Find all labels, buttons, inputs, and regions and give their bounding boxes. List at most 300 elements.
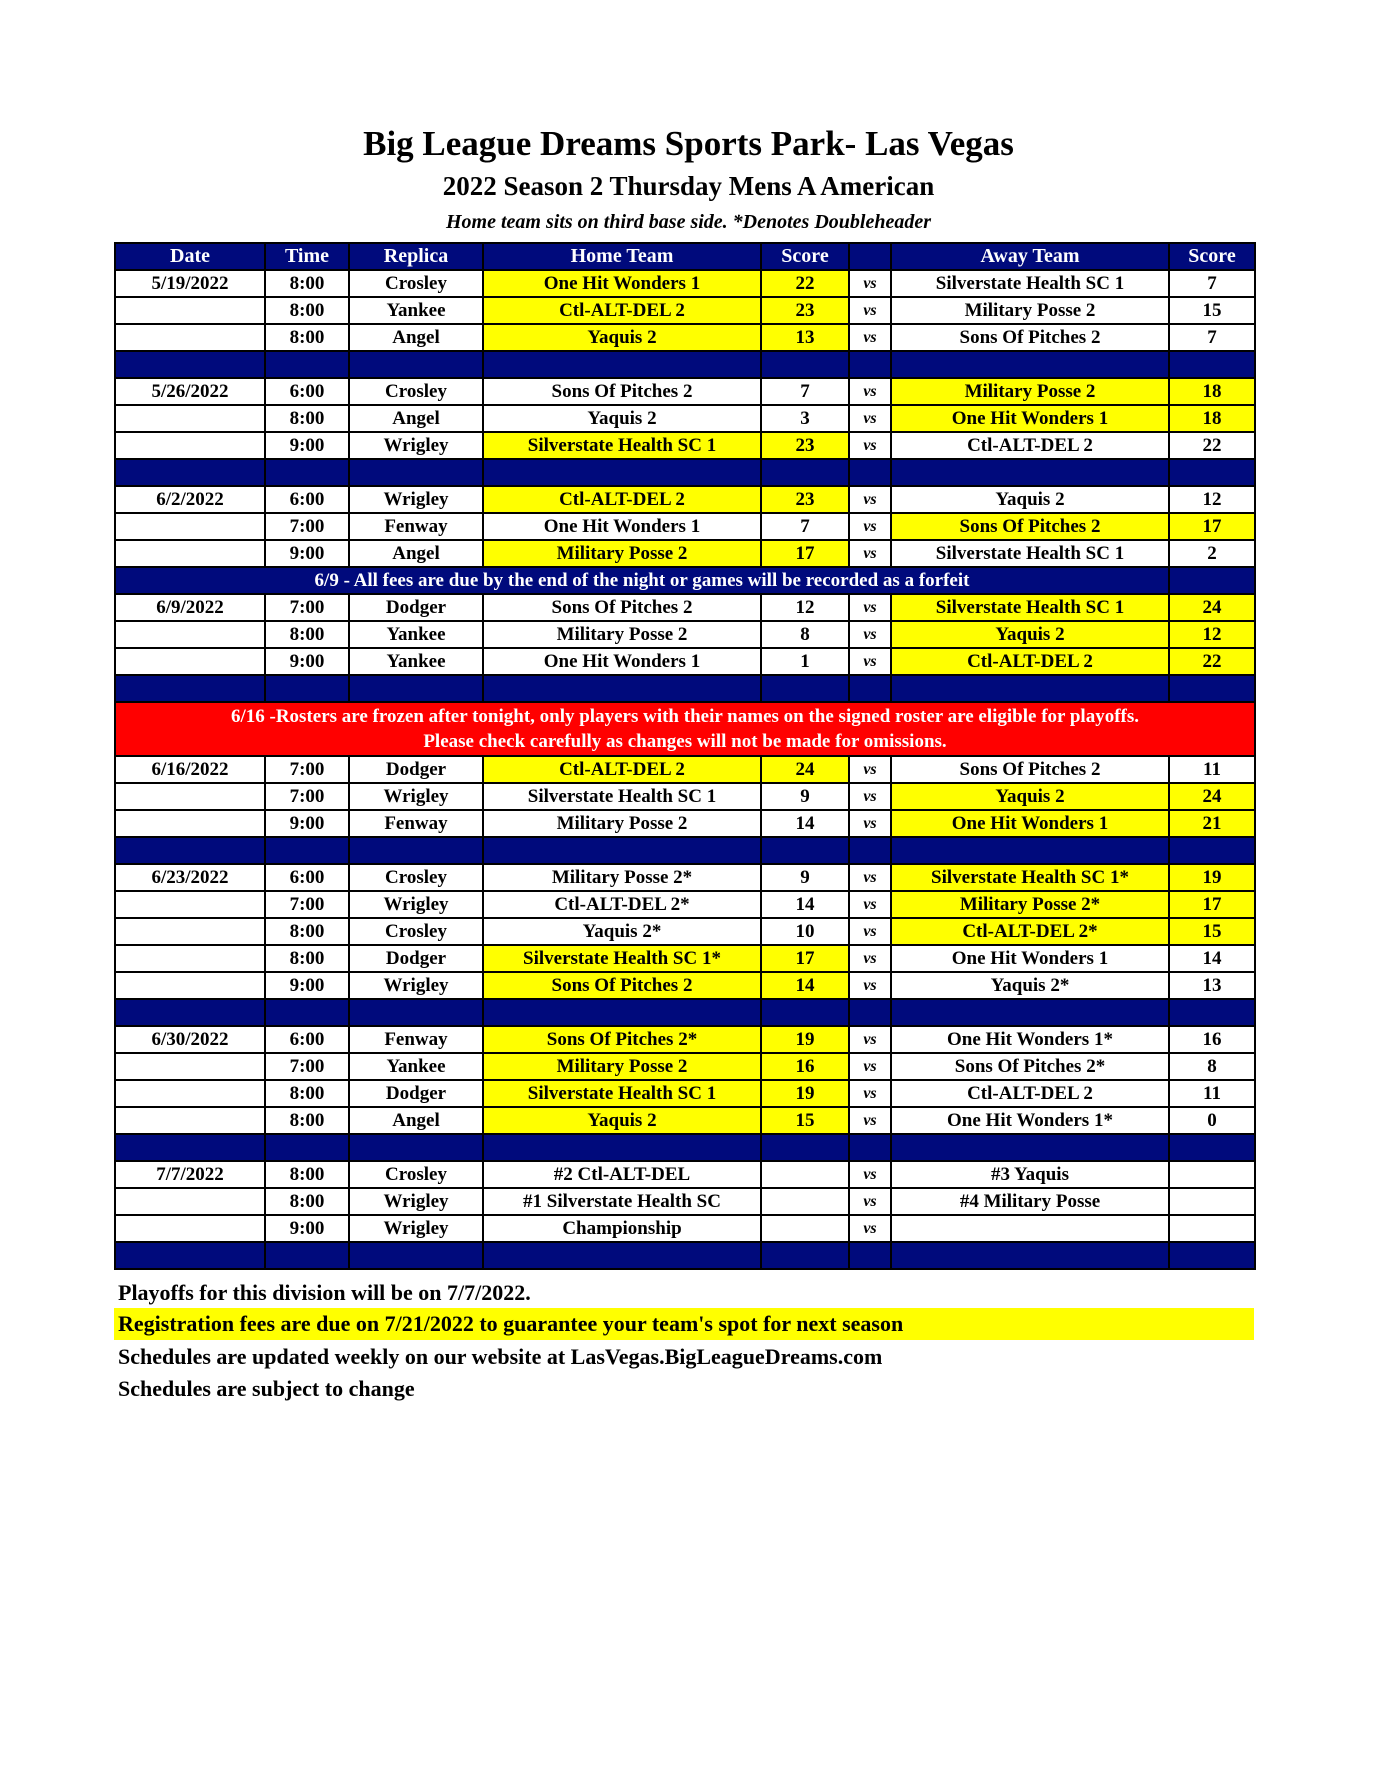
away-team: #3 Yaquis [891, 1161, 1169, 1188]
game-replica: Dodger [349, 945, 483, 972]
away-team: Yaquis 2* [891, 972, 1169, 999]
game-replica: Yankee [349, 648, 483, 675]
away-score [1169, 1161, 1255, 1188]
home-score: 15 [761, 1107, 849, 1134]
away-team: Ctl-ALT-DEL 2* [891, 918, 1169, 945]
game-row [115, 1026, 1255, 1053]
game-row [115, 1107, 1255, 1134]
spacer-cell [265, 675, 349, 702]
home-team: Yaquis 2 [483, 324, 761, 351]
col-replica: Replica [349, 243, 483, 270]
spacer-cell [483, 459, 761, 486]
game-row [115, 918, 1255, 945]
game-date [115, 783, 265, 810]
spacer-cell [483, 1134, 761, 1161]
away-team: Silverstate Health SC 1* [891, 864, 1169, 891]
game-date: 6/23/2022 [115, 864, 265, 891]
game-time: 6:00 [265, 486, 349, 513]
game-time: 8:00 [265, 270, 349, 297]
vs-label: vs [849, 540, 891, 567]
spacer-cell [115, 1242, 265, 1269]
spacer-cell [349, 1242, 483, 1269]
game-date [115, 1188, 265, 1215]
spacer-cell [761, 675, 849, 702]
game-replica: Dodger [349, 1080, 483, 1107]
away-team: Silverstate Health SC 1 [891, 270, 1169, 297]
game-replica: Wrigley [349, 783, 483, 810]
home-score: 7 [761, 378, 849, 405]
away-team [891, 1215, 1169, 1242]
game-row [115, 405, 1255, 432]
away-team: Silverstate Health SC 1 [891, 594, 1169, 621]
col-home-score: Score [761, 243, 849, 270]
spacer-row [115, 999, 1255, 1026]
game-date [115, 945, 265, 972]
game-time: 8:00 [265, 945, 349, 972]
home-score [761, 1215, 849, 1242]
home-team: Military Posse 2 [483, 621, 761, 648]
spacer-row [115, 1134, 1255, 1161]
game-replica: Angel [349, 405, 483, 432]
game-time: 7:00 [265, 756, 349, 783]
col-time: Time [265, 243, 349, 270]
away-score: 18 [1169, 405, 1255, 432]
vs-label: vs [849, 1053, 891, 1080]
home-score: 7 [761, 513, 849, 540]
spacer-cell [115, 1134, 265, 1161]
game-date [115, 1215, 265, 1242]
spacer-cell [483, 837, 761, 864]
home-team: Ctl-ALT-DEL 2 [483, 486, 761, 513]
page-title: Big League Dreams Sports Park- Las Vegas [363, 124, 1014, 163]
home-score: 14 [761, 810, 849, 837]
away-score: 19 [1169, 864, 1255, 891]
spacer-cell [1169, 351, 1255, 378]
game-replica: Yankee [349, 297, 483, 324]
spacer-cell [349, 1134, 483, 1161]
game-replica: Crosley [349, 270, 483, 297]
game-time: 9:00 [265, 540, 349, 567]
game-replica: Dodger [349, 594, 483, 621]
alert-line1: 6/16 -Rosters are frozen after tonight, only players with their names on the signed roster are eligible for playoffs. [230, 706, 1140, 727]
spacer-cell [849, 999, 891, 1026]
home-score: 3 [761, 405, 849, 432]
game-time: 7:00 [265, 1053, 349, 1080]
vs-label: vs [849, 1107, 891, 1134]
vs-label: vs [849, 297, 891, 324]
home-team: Championship [483, 1215, 761, 1242]
game-date [115, 405, 265, 432]
away-team: Military Posse 2* [891, 891, 1169, 918]
game-replica: Crosley [349, 918, 483, 945]
game-date: 5/19/2022 [115, 270, 265, 297]
game-row [115, 486, 1255, 513]
vs-label: vs [849, 1080, 891, 1107]
away-score: 21 [1169, 810, 1255, 837]
vs-label: vs [849, 432, 891, 459]
away-team: Sons Of Pitches 2 [891, 324, 1169, 351]
spacer-cell [891, 351, 1169, 378]
game-replica: Dodger [349, 756, 483, 783]
spacer-cell [891, 459, 1169, 486]
away-score: 14 [1169, 945, 1255, 972]
game-row [115, 432, 1255, 459]
roster-alert-row [115, 702, 1255, 756]
notice-text: 6/9 - All fees are due by the end of the night or games will be recorded as a forfeit [115, 567, 1169, 594]
spacer-cell [891, 837, 1169, 864]
game-time: 8:00 [265, 621, 349, 648]
spacer-cell [1169, 1134, 1255, 1161]
game-time: 7:00 [265, 594, 349, 621]
roster-alert [115, 702, 1255, 756]
away-team: One Hit Wonders 1 [891, 945, 1169, 972]
away-score: 11 [1169, 1080, 1255, 1107]
game-time: 6:00 [265, 378, 349, 405]
spacer-row [115, 1242, 1255, 1269]
game-replica: Wrigley [349, 972, 483, 999]
home-score: 23 [761, 297, 849, 324]
spacer-cell [349, 999, 483, 1026]
away-team: Sons Of Pitches 2 [891, 756, 1169, 783]
game-row [115, 1188, 1255, 1215]
home-score: 17 [761, 945, 849, 972]
game-replica: Crosley [349, 864, 483, 891]
home-score: 13 [761, 324, 849, 351]
schedule-body [115, 270, 1255, 1269]
home-score: 14 [761, 891, 849, 918]
game-date: 6/9/2022 [115, 594, 265, 621]
game-date [115, 621, 265, 648]
spacer-cell [1169, 837, 1255, 864]
game-row [115, 891, 1255, 918]
game-date [115, 432, 265, 459]
registration-note [114, 1308, 1254, 1340]
game-replica: Fenway [349, 513, 483, 540]
registration-text: Registration fees are due on 7/21/2022 to guarantee your team's spot for next season [118, 1311, 904, 1336]
home-team: Silverstate Health SC 1 [483, 432, 761, 459]
away-team: Military Posse 2 [891, 378, 1169, 405]
away-score: 8 [1169, 1053, 1255, 1080]
away-score: 7 [1169, 324, 1255, 351]
away-team: One Hit Wonders 1* [891, 1026, 1169, 1053]
game-date [115, 891, 265, 918]
spacer-cell [265, 459, 349, 486]
vs-label: vs [849, 405, 891, 432]
vs-label: vs [849, 486, 891, 513]
home-team: Yaquis 2 [483, 405, 761, 432]
spacer-cell [115, 837, 265, 864]
home-score: 24 [761, 756, 849, 783]
away-score [1169, 1188, 1255, 1215]
game-time: 8:00 [265, 1080, 349, 1107]
home-team: Ctl-ALT-DEL 2* [483, 891, 761, 918]
change-note: Schedules are subject to change [118, 1376, 415, 1401]
game-time: 9:00 [265, 972, 349, 999]
game-row [115, 1161, 1255, 1188]
home-team: Military Posse 2 [483, 810, 761, 837]
away-score: 13 [1169, 972, 1255, 999]
away-team: Sons Of Pitches 2 [891, 513, 1169, 540]
away-team: Yaquis 2 [891, 486, 1169, 513]
game-date: 5/26/2022 [115, 378, 265, 405]
home-score: 1 [761, 648, 849, 675]
game-row [115, 756, 1255, 783]
spacer-cell [483, 1242, 761, 1269]
vs-label: vs [849, 756, 891, 783]
spacer-cell [483, 351, 761, 378]
game-replica: Angel [349, 324, 483, 351]
away-team: One Hit Wonders 1* [891, 1107, 1169, 1134]
vs-label: vs [849, 945, 891, 972]
home-team: Sons Of Pitches 2 [483, 594, 761, 621]
game-date [115, 1080, 265, 1107]
home-score: 22 [761, 270, 849, 297]
game-row [115, 513, 1255, 540]
home-team: Ctl-ALT-DEL 2 [483, 297, 761, 324]
game-date [115, 972, 265, 999]
game-replica: Wrigley [349, 486, 483, 513]
home-team: Military Posse 2* [483, 864, 761, 891]
spacer-cell [115, 459, 265, 486]
away-team: Ctl-ALT-DEL 2 [891, 432, 1169, 459]
away-score: 17 [1169, 891, 1255, 918]
away-score: 17 [1169, 513, 1255, 540]
home-team: Military Posse 2 [483, 540, 761, 567]
home-score: 12 [761, 594, 849, 621]
game-row [115, 378, 1255, 405]
spacer-cell [849, 1242, 891, 1269]
game-time: 7:00 [265, 513, 349, 540]
spacer-row [115, 459, 1255, 486]
game-replica: Angel [349, 1107, 483, 1134]
spacer-cell [849, 459, 891, 486]
away-score: 18 [1169, 378, 1255, 405]
home-score: 23 [761, 486, 849, 513]
away-score: 15 [1169, 297, 1255, 324]
home-score: 16 [761, 1053, 849, 1080]
home-team: Military Posse 2 [483, 1053, 761, 1080]
vs-label: vs [849, 270, 891, 297]
game-row [115, 324, 1255, 351]
home-score: 17 [761, 540, 849, 567]
away-team: Silverstate Health SC 1 [891, 540, 1169, 567]
home-team: #2 Ctl-ALT-DEL [483, 1161, 761, 1188]
game-time: 8:00 [265, 297, 349, 324]
spacer-cell [761, 351, 849, 378]
game-row [115, 972, 1255, 999]
game-row [115, 1053, 1255, 1080]
game-date: 7/7/2022 [115, 1161, 265, 1188]
away-team: Ctl-ALT-DEL 2 [891, 1080, 1169, 1107]
home-score [761, 1161, 849, 1188]
spacer-cell [1169, 459, 1255, 486]
home-score: 23 [761, 432, 849, 459]
vs-label: vs [849, 648, 891, 675]
home-team: Sons Of Pitches 2* [483, 1026, 761, 1053]
spacer-cell [891, 675, 1169, 702]
home-score: 14 [761, 972, 849, 999]
game-time: 9:00 [265, 1215, 349, 1242]
vs-label: vs [849, 972, 891, 999]
game-row [115, 621, 1255, 648]
spacer-cell [115, 351, 265, 378]
game-time: 8:00 [265, 918, 349, 945]
away-score: 0 [1169, 1107, 1255, 1134]
home-team: Ctl-ALT-DEL 2 [483, 756, 761, 783]
game-time: 7:00 [265, 783, 349, 810]
away-team: Sons Of Pitches 2* [891, 1053, 1169, 1080]
game-time: 7:00 [265, 891, 349, 918]
game-time: 8:00 [265, 405, 349, 432]
spacer-cell [265, 999, 349, 1026]
game-row [115, 1080, 1255, 1107]
away-team: One Hit Wonders 1 [891, 810, 1169, 837]
spacer-cell [1169, 1242, 1255, 1269]
vs-label: vs [849, 918, 891, 945]
game-date: 6/2/2022 [115, 486, 265, 513]
away-team: Military Posse 2 [891, 297, 1169, 324]
spacer-cell [891, 999, 1169, 1026]
game-replica: Fenway [349, 810, 483, 837]
game-time: 8:00 [265, 1107, 349, 1134]
vs-label: vs [849, 864, 891, 891]
spacer-cell [265, 351, 349, 378]
spacer-cell [761, 1242, 849, 1269]
home-team: Sons Of Pitches 2 [483, 972, 761, 999]
home-team: Yaquis 2* [483, 918, 761, 945]
game-replica: Yankee [349, 621, 483, 648]
vs-label: vs [849, 1215, 891, 1242]
game-date: 6/30/2022 [115, 1026, 265, 1053]
game-time: 8:00 [265, 324, 349, 351]
spacer-cell [115, 675, 265, 702]
away-score [1169, 1215, 1255, 1242]
game-time: 6:00 [265, 864, 349, 891]
game-replica: Wrigley [349, 432, 483, 459]
spacer-cell [483, 675, 761, 702]
away-score: 24 [1169, 783, 1255, 810]
spacer-cell [349, 351, 483, 378]
game-row [115, 1215, 1255, 1242]
col-away-team: Away Team [891, 243, 1169, 270]
game-date [115, 1107, 265, 1134]
playoffs-note: Playoffs for this division will be on 7/7/2022. [118, 1280, 531, 1305]
game-replica: Crosley [349, 378, 483, 405]
home-team: Silverstate Health SC 1 [483, 1080, 761, 1107]
vs-label: vs [849, 891, 891, 918]
spacer-cell [265, 1134, 349, 1161]
game-row [115, 648, 1255, 675]
spacer-cell [761, 837, 849, 864]
away-score: 7 [1169, 270, 1255, 297]
vs-label: vs [849, 594, 891, 621]
home-team: One Hit Wonders 1 [483, 270, 761, 297]
spacer-cell [1169, 675, 1255, 702]
away-score: 22 [1169, 648, 1255, 675]
spacer-cell [849, 1134, 891, 1161]
home-team: Silverstate Health SC 1* [483, 945, 761, 972]
spacer-cell [761, 1134, 849, 1161]
spacer-cell [483, 999, 761, 1026]
vs-label: vs [849, 621, 891, 648]
vs-label: vs [849, 378, 891, 405]
away-team: Ctl-ALT-DEL 2 [891, 648, 1169, 675]
game-time: 8:00 [265, 1161, 349, 1188]
col-home-team: Home Team [483, 243, 761, 270]
game-row [115, 297, 1255, 324]
spacer-cell [849, 675, 891, 702]
game-replica: Yankee [349, 1053, 483, 1080]
game-row [115, 810, 1255, 837]
away-team: One Hit Wonders 1 [891, 405, 1169, 432]
home-team: One Hit Wonders 1 [483, 513, 761, 540]
spacer-cell [849, 837, 891, 864]
table-header [115, 243, 1255, 270]
game-row [115, 864, 1255, 891]
away-team: Yaquis 2 [891, 783, 1169, 810]
game-time: 6:00 [265, 1026, 349, 1053]
home-team: Silverstate Health SC 1 [483, 783, 761, 810]
game-date: 6/16/2022 [115, 756, 265, 783]
spacer-cell [265, 1242, 349, 1269]
spacer-cell [761, 459, 849, 486]
alert-line2: Please check carefully as changes will not be made for omissions. [423, 731, 947, 752]
spacer-row [115, 675, 1255, 702]
game-replica: Fenway [349, 1026, 483, 1053]
away-score: 2 [1169, 540, 1255, 567]
game-time: 9:00 [265, 432, 349, 459]
game-replica: Wrigley [349, 1188, 483, 1215]
vs-label: vs [849, 1026, 891, 1053]
away-score: 12 [1169, 621, 1255, 648]
schedule-table [114, 242, 1256, 1270]
away-score: 12 [1169, 486, 1255, 513]
game-date [115, 810, 265, 837]
home-score: 9 [761, 783, 849, 810]
spacer-cell [349, 459, 483, 486]
spacer-cell [265, 837, 349, 864]
home-team: One Hit Wonders 1 [483, 648, 761, 675]
away-team: Yaquis 2 [891, 621, 1169, 648]
home-team: Yaquis 2 [483, 1107, 761, 1134]
game-row [115, 945, 1255, 972]
home-score: 9 [761, 864, 849, 891]
home-score [761, 1188, 849, 1215]
spacer-cell [349, 675, 483, 702]
game-replica: Wrigley [349, 1215, 483, 1242]
away-score: 16 [1169, 1026, 1255, 1053]
page-subtitle: 2022 Season 2 Thursday Mens A American [442, 171, 935, 201]
home-score: 19 [761, 1026, 849, 1053]
home-score: 19 [761, 1080, 849, 1107]
game-time: 9:00 [265, 810, 349, 837]
spacer-row [115, 351, 1255, 378]
vs-label: vs [849, 324, 891, 351]
spacer-cell [349, 837, 483, 864]
game-replica: Crosley [349, 1161, 483, 1188]
col-date: Date [115, 243, 265, 270]
website-note: Schedules are updated weekly on our website at LasVegas.BigLeagueDreams.com [118, 1344, 883, 1369]
game-date [115, 540, 265, 567]
vs-label: vs [849, 783, 891, 810]
home-score: 10 [761, 918, 849, 945]
away-score: 24 [1169, 594, 1255, 621]
spacer-cell [761, 999, 849, 1026]
vs-label: vs [849, 810, 891, 837]
vs-label: vs [849, 1188, 891, 1215]
home-team: #1 Silverstate Health SC [483, 1188, 761, 1215]
away-team: #4 Military Posse [891, 1188, 1169, 1215]
